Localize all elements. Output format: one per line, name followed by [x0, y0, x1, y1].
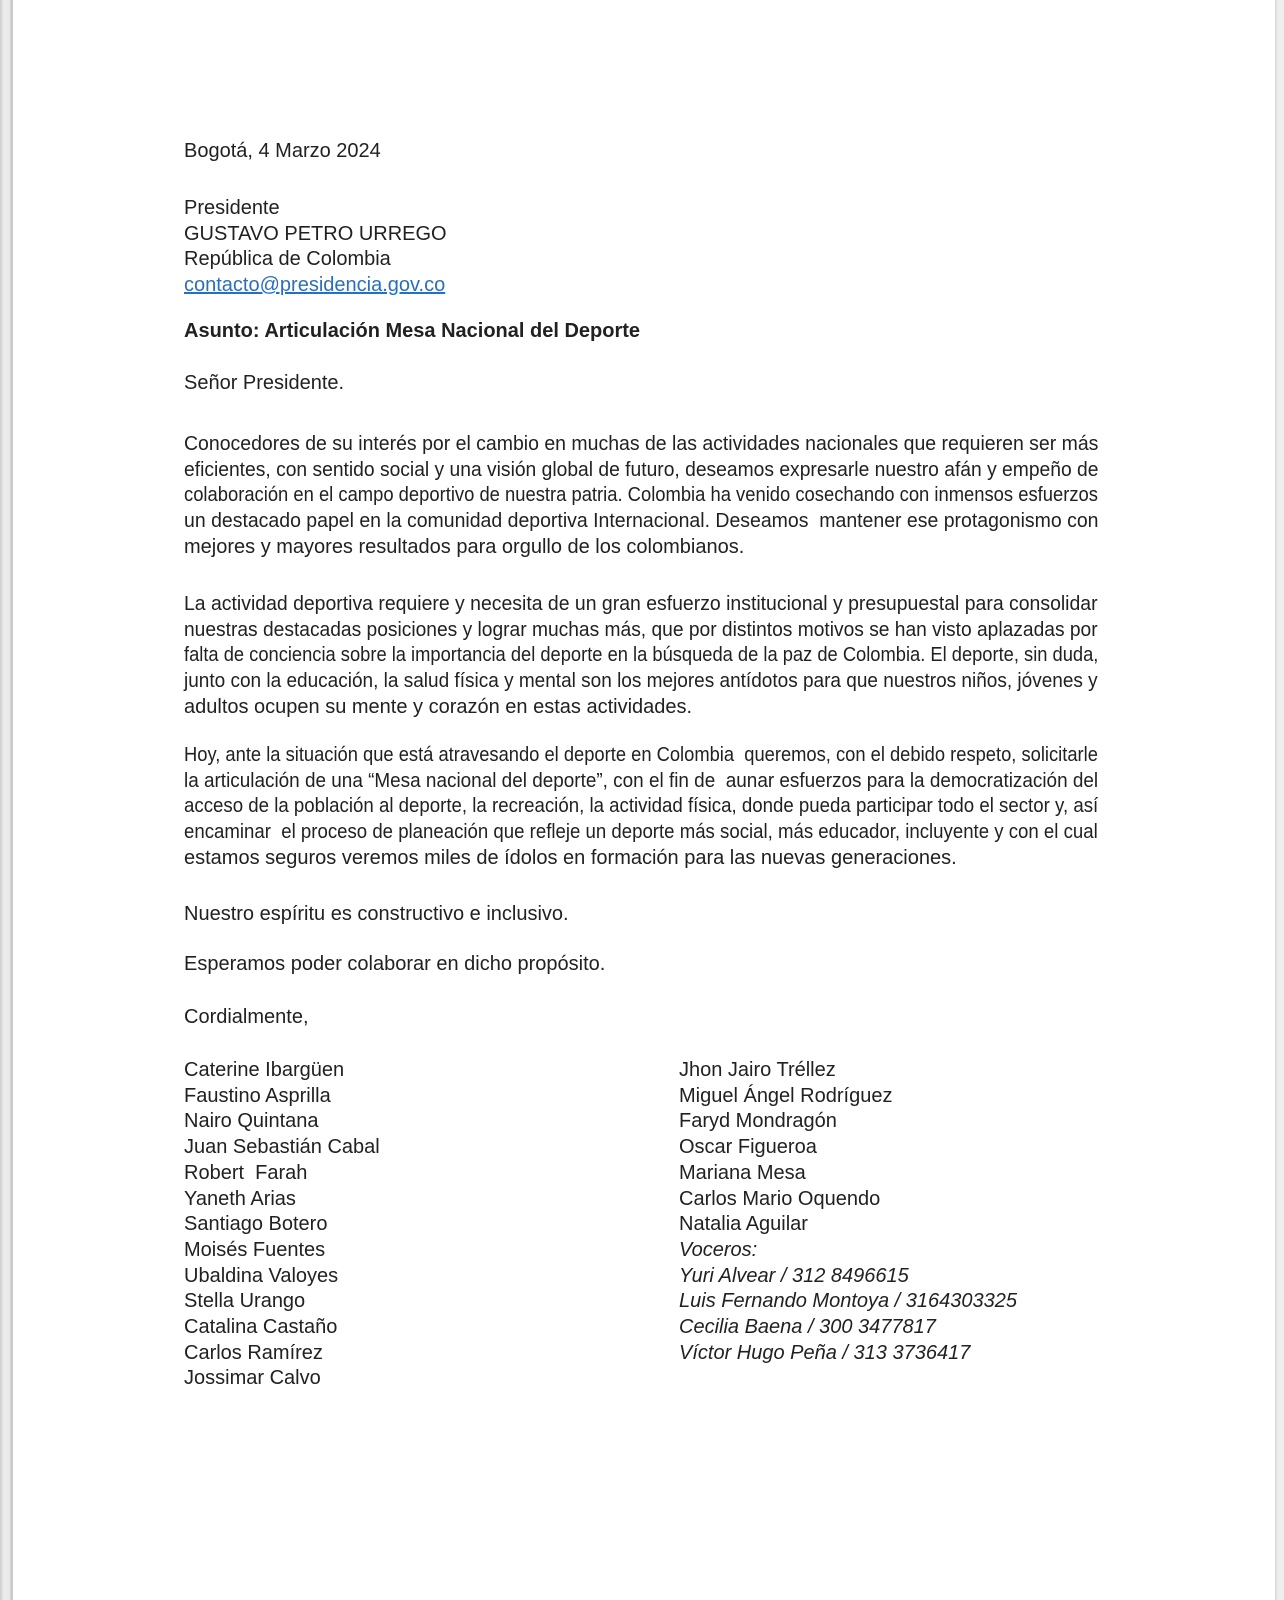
paragraph-line: Hoy, ante la situación que está atravesando el deporte en Colombia queremos, con el debido respeto, solicitarle — [184, 744, 1098, 766]
signatory-name: Carlos Mario Oquendo — [679, 1187, 881, 1210]
recipient-title: Presidente — [184, 197, 280, 219]
paragraph-1 — [184, 432, 1098, 561]
signatory-name: Natalia Aguilar — [679, 1213, 808, 1236]
paragraph-line: adultos ocupen su mente y corazón en estas actividades. — [184, 695, 693, 718]
vocero-entry: Luis Fernando Montoya / 3164303325 — [679, 1290, 1018, 1313]
recipient-email-link[interactable]: contacto@presidencia.gov.co — [184, 274, 446, 297]
signatory-name: Stella Urango — [184, 1290, 306, 1313]
paragraph-line: Conocedores de su interés por el cambio en muchas de las actividades nacionales que requieren ser más — [184, 433, 1099, 455]
paragraph-line: nuestras destacadas posiciones y lograr muchas más, que por distintos motivos se han visto aplazadas por — [184, 618, 1098, 641]
signatory-name: Yaneth Arias — [184, 1187, 296, 1210]
salutation: Señor Presidente. — [184, 372, 345, 394]
paragraph-line: falta de conciencia sobre la importancia del deporte en la búsqueda de la paz de Colombia. El deporte, sin duda, — [184, 644, 1099, 667]
letter-body — [184, 0, 1098, 1600]
signatory-name: Moisés Fuentes — [184, 1238, 326, 1261]
voceros-list — [679, 1264, 1098, 1367]
signatory-name: Nairo Quintana — [184, 1110, 319, 1133]
signatory-name: Santiago Botero — [184, 1213, 328, 1236]
voceros-label: Voceros: — [679, 1238, 758, 1261]
recipient-name: GUSTAVO PETRO URREGO — [184, 222, 447, 245]
vocero-entry: Cecilia Baena / 300 3477817 — [679, 1316, 936, 1339]
recipient-block — [184, 196, 1098, 299]
signatory-name: Faustino Asprilla — [184, 1084, 331, 1107]
page-scan-left-edge — [0, 0, 13, 1600]
paragraph-line: La actividad deportiva requiere y necesita de un gran esfuerzo institucional y presupuestal para consolidar — [184, 593, 1098, 615]
paragraph-line: junto con la educación, la salud física y mental son los mejores antídotos para que nuestros niños, jóvenes y — [184, 670, 1098, 693]
signatory-name: Caterine Ibargüen — [184, 1059, 345, 1081]
signatory-name: Robert Farah — [184, 1161, 308, 1184]
signatories-right-column — [679, 1058, 1098, 1366]
vocero-entry: Víctor Hugo Peña / 313 3736417 — [679, 1341, 971, 1364]
page-scan-right-edge — [1275, 0, 1284, 1600]
paragraph-line: un destacado papel en la comunidad deportiva Internacional. Deseamos mantener ese protagonismo con — [184, 510, 1099, 533]
paragraph-3 — [184, 743, 1098, 872]
letter-date: Bogotá, 4 Marzo 2024 — [184, 140, 381, 162]
paragraph-line: encaminar el proceso de planeación que refleje un deporte más social, más educador, incluyente y con el cual — [184, 821, 1098, 844]
vocero-entry: Yuri Alvear / 312 8496615 — [679, 1264, 909, 1287]
paragraph-line: acceso de la población al deporte, la recreación, la actividad física, donde pueda participar todo el sector y, así — [184, 795, 1099, 818]
signatory-name: Ubaldina Valoyes — [184, 1264, 339, 1287]
signatory-name: Oscar Figueroa — [679, 1136, 817, 1159]
signatory-name: Juan Sebastián Cabal — [184, 1136, 380, 1159]
signatories-right-names — [679, 1058, 1098, 1238]
signatory-name: Jhon Jairo Tréllez — [679, 1059, 836, 1081]
signatory-name: Catalina Castaño — [184, 1316, 338, 1339]
closing-spirit: Nuestro espíritu es constructivo e inclusivo. — [184, 903, 569, 925]
signatory-name: Faryd Mondragón — [679, 1110, 837, 1133]
signatory-name: Jossimar Calvo — [184, 1367, 321, 1390]
paragraph-line: eficientes, con sentido social y una visión global de futuro, deseamos expresarle nuestro afán y empeño de — [184, 458, 1099, 481]
signatory-name: Mariana Mesa — [679, 1161, 806, 1184]
subject-line: Asunto: Articulación Mesa Nacional del Deporte — [184, 320, 641, 342]
closing-hope: Esperamos poder colaborar en dicho propósito. — [184, 953, 606, 975]
paragraph-2 — [184, 592, 1098, 721]
signatory-name: Carlos Ramírez — [184, 1341, 323, 1364]
paragraph-line: mejores y mayores resultados para orgullo de los colombianos. — [184, 535, 745, 558]
paragraph-line: estamos seguros veremos miles de ídolos en formación para las nuevas generaciones. — [184, 846, 957, 869]
closing-signoff: Cordialmente, — [184, 1006, 309, 1028]
paragraph-line: colaboración en el campo deportivo de nuestra patria. Colombia ha venido cosechando con inmensos esfuerzos — [184, 484, 1098, 507]
recipient-entity: República de Colombia — [184, 248, 391, 271]
recipient-email-line — [184, 273, 1098, 299]
signatory-name: Miguel Ángel Rodríguez — [679, 1084, 893, 1107]
paragraph-line: la articulación de una “Mesa nacional del deporte”, con el fin de aunar esfuerzos para la democratización del — [184, 769, 1099, 792]
